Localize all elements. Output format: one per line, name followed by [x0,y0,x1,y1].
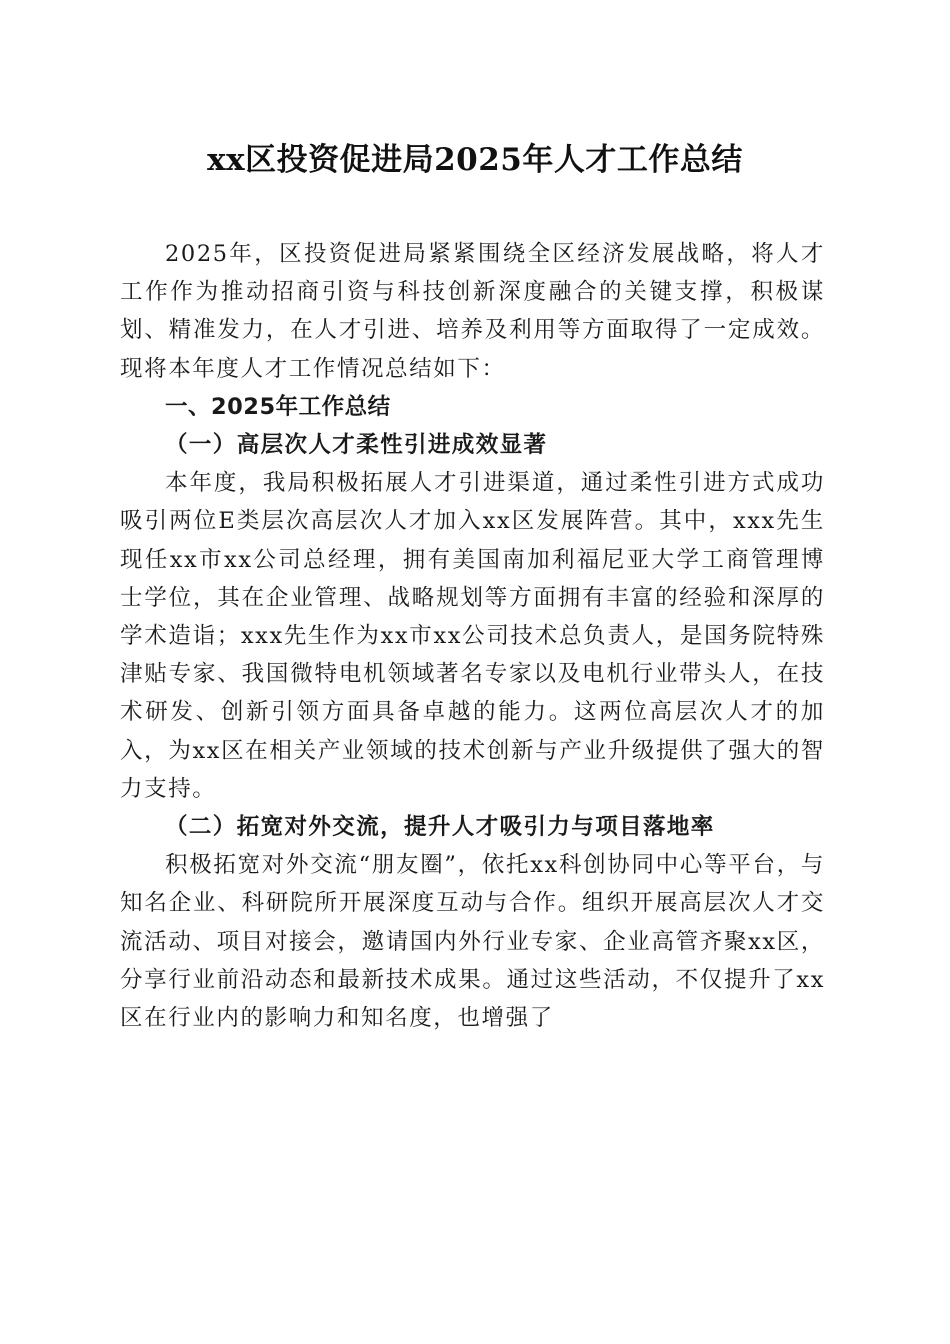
external-exchange-paragraph: 积极拓宽对外交流“朋友圈”，依托xx科创协同中心等平台，与知名企业、科研院所开展深度互动与合作。组织开展高层次人才交流活动、项目对接会，邀请国内外行业专家、企业高管齐聚xx区，分享行业前沿动态和最新技术成果。通过这些活动，不仅提升了xx区在行业内的影响力和知名度，也增强了 [120,852,825,1032]
talent-introduction-paragraph: 本年度，我局积极拓展人才引进渠道，通过柔性引进方式成功吸引两位E类层次高层次人才加入xx区发展阵营。其中，xxx先生现任xx市xx公司总经理，拥有美国南加利福尼亚大学工商管理博士学位，其在企业管理、战略规划等方面拥有丰富的经验和深厚的学术造诣；xxx先生作为xx市xx公司技术总负责人，是国务院特殊津贴专家、我国微特电机领域著名专家以及电机行业带头人，在技术研发、创新引领方面具备卓越的能力。这两位高层次人才的加入，为xx区在相关产业领域的技术创新与产业升级提供了强大的智力支持。 [120,470,825,802]
section-heading-work-summary: 一、2025年工作总结 [165,393,391,420]
document-body [120,235,825,1037]
subsection-heading-external-exchange: （二）拓宽对外交流，提升人才吸引力与项目落地率 [165,814,715,841]
subsection-heading-talent-introduction: （一）高层次人才柔性引进成效显著 [165,432,548,459]
document-title: xx区投资促进局2025年人才工作总结 [207,142,743,178]
intro-paragraph: 2025年，区投资促进局紧紧围绕全区经济发展战略，将人才工作作为推动招商引资与科技创新深度融合的关键支撑，积极谋划、精准发力，在人才引进、培养及利用等方面取得了一定成效。现将本年度人才工作情况总结如下： [120,241,825,382]
